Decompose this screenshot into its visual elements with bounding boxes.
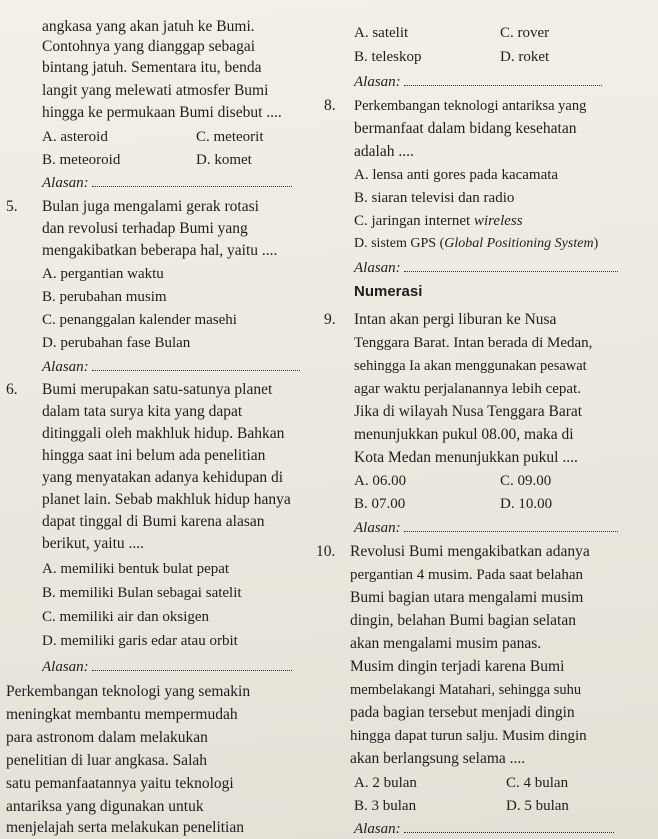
q4-option-c[interactable]: C. meteorit [196, 129, 264, 145]
q10-line-8: pada bagian tersebut menjadi dingin [350, 704, 575, 721]
q8-option-d[interactable]: D. sistem GPS (Global Positioning System) [354, 236, 599, 251]
q10-option-a[interactable]: A. 2 bulan [354, 775, 417, 791]
q6-line-2: dalam tata surya kita yang dapat [42, 403, 243, 420]
q7-alasan-label: Alasan: [354, 74, 401, 90]
q9-option-a[interactable]: A. 06.00 [354, 473, 407, 489]
q9-option-d[interactable]: D. 10.00 [500, 496, 553, 512]
q8-number: 8. [324, 97, 336, 114]
q9-alasan-label: Alasan: [354, 520, 401, 536]
q10-option-c[interactable]: C. 4 bulan [506, 775, 569, 791]
q9-line-3: sehingga Ia akan menggunakan pesawat [354, 358, 587, 374]
q6-line-5: yang menyatakan adanya kehidupan di [42, 469, 284, 486]
q10-option-d[interactable]: D. 5 bulan [506, 798, 569, 814]
q10-alasan-label: Alasan: [354, 821, 401, 837]
q8-line-2: bermanfaat dalam bidang kesehatan [354, 120, 577, 137]
q10-line-10: akan berlangsung selama .... [350, 750, 526, 767]
q6-line-6: planet lain. Sebab makhluk hidup hanya [42, 491, 291, 508]
q10-line-5: akan mengalami musim panas. [350, 635, 542, 652]
q7-line-3: para astronom dalam melakukan [6, 729, 208, 746]
q10-line-1: Revolusi Bumi mengakibatkan adanya [350, 543, 590, 560]
q10-line-7: membelakangi Matahari, sehingga suhu [350, 682, 582, 698]
q8-line-3: adalah .... [354, 143, 414, 160]
q6-option-a[interactable]: A. memiliki bentuk bulat pepat [42, 561, 230, 577]
q6-line-4: hingga saat ini belum ada penelitian [42, 447, 266, 464]
q4-line-3: bintang jatuh. Sementara itu, benda [42, 59, 262, 76]
q9-line-7: Kota Medan menunjukkan pukul .... [354, 449, 578, 466]
q5-alasan-label: Alasan: [42, 359, 89, 375]
q5-answer-line[interactable] [92, 357, 300, 371]
q9-answer-line[interactable] [404, 518, 618, 532]
q9-option-b[interactable]: B. 07.00 [354, 496, 406, 512]
q5-line-2: dan revolusi terhadap Bumi yang [42, 220, 248, 237]
q7-alasan[interactable] [354, 72, 602, 91]
q9-alasan[interactable] [354, 518, 618, 537]
q9-option-c[interactable]: C. 09.00 [500, 473, 552, 489]
q5-option-a[interactable]: A. pergantian waktu [42, 266, 164, 282]
q6-option-d[interactable]: D. memiliki garis edar atau orbit [42, 633, 238, 649]
q10-number: 10. [316, 543, 336, 560]
q9-line-5: Jika di wilayah Nusa Tenggara Barat [354, 403, 583, 420]
q7-line-2: meningkat membantu mempermudah [6, 706, 238, 723]
q5-alasan[interactable] [42, 357, 300, 376]
q6-line-1: Bumi merupakan satu-satunya planet [42, 381, 273, 398]
q7-line-4: penelitian di luar angkasa. Salah [6, 752, 208, 769]
q8-answer-line[interactable] [404, 258, 618, 272]
q5-option-d[interactable]: D. perubahan fase Bulan [42, 335, 191, 351]
q4-option-d[interactable]: D. komet [196, 152, 252, 168]
q6-line-8: berikut, yaitu .... [42, 535, 145, 552]
q8-option-b[interactable]: B. siaran televisi dan radio [354, 190, 515, 206]
q4-option-a[interactable]: A. asteroid [42, 129, 108, 145]
q6-option-b[interactable]: B. memiliki Bulan sebagai satelit [42, 585, 242, 601]
q7-option-a[interactable]: A. satelit [354, 25, 409, 41]
q4-line-1: angkasa yang akan jatuh ke Bumi. [42, 18, 255, 35]
q10-line-2: pergantian 4 musim. Pada saat belahan [350, 567, 583, 583]
q5-option-c[interactable]: C. penanggalan kalender masehi [42, 312, 237, 328]
q6-answer-line[interactable] [92, 657, 292, 671]
q9-line-2: Tenggara Barat. Intan berada di Medan, [354, 335, 593, 351]
q9-line-4: agar waktu perjalanannya lebih cepat. [354, 381, 581, 397]
q7-line-1: Perkembangan teknologi yang semakin [6, 683, 251, 700]
q7-option-b[interactable]: B. teleskop [354, 49, 422, 65]
q8-alasan[interactable] [354, 258, 618, 277]
q4-option-b[interactable]: B. meteoroid [42, 152, 121, 168]
q4-alasan[interactable] [42, 173, 292, 192]
section-title-numerasi: Numerasi [354, 283, 423, 300]
q7-option-c[interactable]: C. rover [500, 25, 550, 41]
q4-answer-line[interactable] [92, 173, 292, 187]
q10-option-b[interactable]: B. 3 bulan [354, 798, 417, 814]
q5-line-3: mengakibatkan beberapa hal, yaitu .... [42, 242, 278, 259]
q7-option-d[interactable]: D. roket [500, 49, 550, 65]
q10-line-3: Bumi bagian utara mengalami musim [350, 589, 584, 606]
q8-line-1: Perkembangan teknologi antariksa yang [354, 98, 587, 114]
q6-option-c[interactable]: C. memiliki air dan oksigen [42, 609, 210, 625]
q8-option-c[interactable]: C. jaringan internet wireless [354, 213, 523, 229]
q4-line-2: Contohnya yang dianggap sebagai [42, 38, 256, 55]
q9-line-6: menunjukkan pukul 08.00, maka di [354, 426, 574, 443]
q9-line-1: Intan akan pergi liburan ke Nusa [354, 311, 557, 328]
q7-line-7: menjelajah serta melakukan penelitian [6, 819, 244, 836]
q7-line-5: satu pemanfaatannya yaitu teknologi [6, 775, 234, 792]
q6-alasan[interactable] [42, 657, 292, 676]
q4-line-5: hingga ke permukaan Bumi disebut .... [42, 104, 282, 121]
q10-alasan[interactable] [354, 819, 614, 838]
q10-line-6: Musim dingin terjadi karena Bumi [350, 658, 565, 675]
q5-number: 5. [6, 198, 18, 215]
q4-alasan-label: Alasan: [42, 175, 89, 191]
q7-line-6: antariksa yang digunakan untuk [6, 798, 204, 815]
q5-line-1: Bulan juga mengalami gerak rotasi [42, 198, 259, 215]
q8-alasan-label: Alasan: [354, 260, 401, 276]
q10-answer-line[interactable] [404, 819, 614, 833]
q6-line-7: dapat tinggal di Bumi karena alasan [42, 513, 265, 530]
q6-line-3: ditinggali oleh makhluk hidup. Bahkan [42, 425, 285, 442]
q6-number: 6. [6, 381, 18, 398]
q9-number: 9. [324, 311, 336, 328]
q10-line-9: hingga dapat turun salju. Musim dingin [350, 728, 587, 744]
q6-alasan-label: Alasan: [42, 659, 89, 675]
q10-line-4: dingin, belahan Bumi bagian selatan [350, 612, 576, 629]
q8-option-a[interactable]: A. lensa anti gores pada kacamata [354, 167, 559, 183]
q4-line-4: langit yang melewati atmosfer Bumi [42, 82, 269, 99]
q5-option-b[interactable]: B. perubahan musim [42, 289, 167, 305]
q7-answer-line[interactable] [404, 72, 602, 86]
